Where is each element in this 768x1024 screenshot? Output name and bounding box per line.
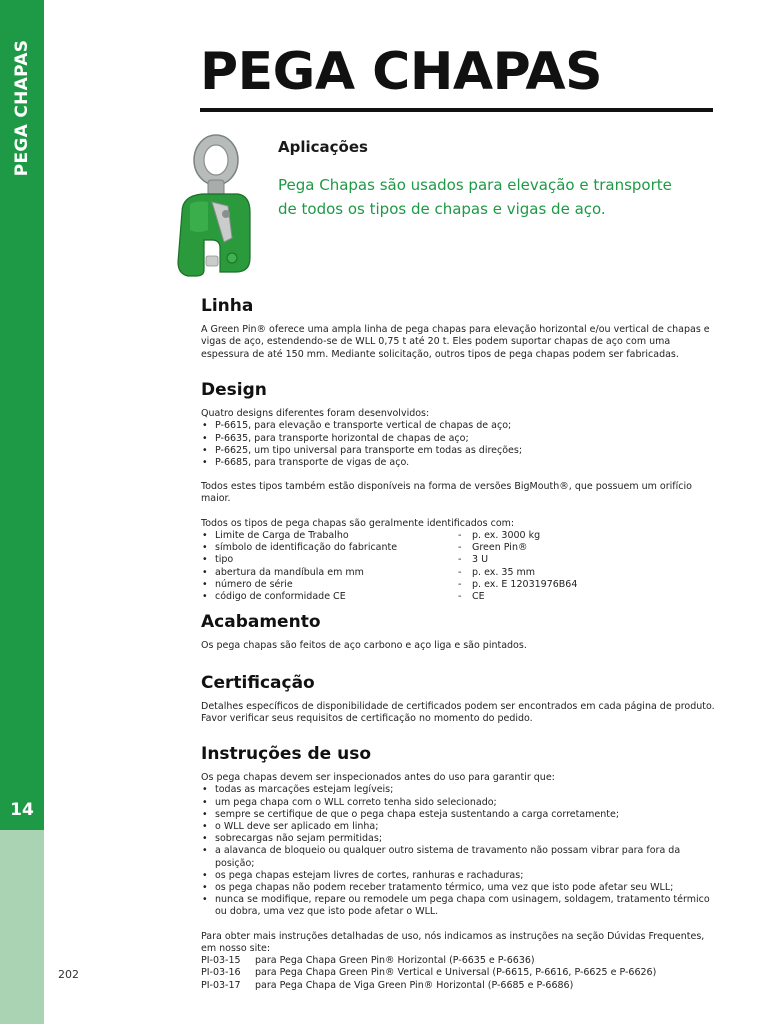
reference-row bbox=[201, 980, 721, 992]
spec-value: p. ex. 35 mm bbox=[472, 566, 536, 578]
spec-item: • número de série - p. ex. E 12031976B64 bbox=[201, 579, 721, 591]
spec-list bbox=[201, 530, 721, 603]
sidebar-lower-band bbox=[0, 830, 44, 1024]
spec-label: símbolo de identificação do fabricante bbox=[215, 542, 398, 554]
linha-section bbox=[201, 296, 721, 361]
instrucoes-heading: Instruções de uso bbox=[201, 744, 371, 764]
page-number: 202 bbox=[58, 968, 79, 981]
spec-label: Limite de Carga de Trabalho bbox=[215, 530, 349, 541]
acabamento-text: Os pega chapas são feitos de aço carbono e aço liga e são pintados. bbox=[201, 640, 527, 651]
sidebar-section-label: PEGA CHAPAS bbox=[12, 39, 32, 177]
design-list bbox=[201, 420, 721, 469]
reference-row bbox=[201, 967, 721, 979]
plate-clamp-image bbox=[168, 130, 264, 280]
more-instructions-line-2: em nosso site: bbox=[201, 942, 271, 954]
list-item: • P-6635, para transporte horizontal de chapas de aço; bbox=[201, 433, 721, 445]
list-item: • sempre se certifique de que o pega chapa esteja sustentando a carga corretamente; bbox=[201, 809, 721, 821]
linha-text: A Green Pin® oferece uma ampla linha de pega chapas para elevação horizontal e/ou vertical de chapas e vigas de aço, estendendo-se de WLL 0,75 t até 20 t. Eles podem suportar chapas de aço com uma espessura de até 150 mm. Mediante solicitação, outros tipos de pega chapas podem ser fabricadas. bbox=[201, 324, 710, 360]
list-item: • P-6625, um tipo universal para transporte em todas as direções; bbox=[201, 445, 721, 457]
spec-value: Green Pin® bbox=[472, 542, 528, 554]
instrucoes-intro: Os pega chapas devem ser inspecionados antes do uso para garantir que: bbox=[201, 772, 555, 783]
spec-value: p. ex. E 12031976B64 bbox=[472, 578, 578, 590]
spec-label: tipo bbox=[215, 554, 234, 566]
reference-code: PI-03-15 bbox=[201, 955, 241, 967]
applications-line-2: de todos os tipos de chapas e vigas de aço. bbox=[278, 200, 606, 218]
list-item: • sobrecargas não sejam permitidas; bbox=[201, 833, 721, 845]
list-item: • P-6615, para elevação e transporte vertical de chapas de aço; bbox=[201, 420, 721, 432]
spec-label: número de série bbox=[215, 578, 293, 590]
list-item: • os pega chapas estejam livres de cortes, ranhuras e rachaduras; bbox=[201, 870, 721, 882]
spec-item: • abertura da mandíbula em mm - p. ex. 35 mm bbox=[201, 567, 721, 579]
page-title: PEGA CHAPAS bbox=[200, 42, 603, 102]
reference-code: PI-03-17 bbox=[201, 979, 241, 991]
applications-text bbox=[278, 173, 718, 221]
spec-item: • tipo - 3 U bbox=[201, 554, 721, 566]
reference-code: PI-03-16 bbox=[201, 967, 241, 979]
reference-text: para Pega Chapa Green Pin® Vertical e Universal (P-6615, P-6616, P-6625 e P-6626) bbox=[255, 967, 657, 979]
certificacao-line-2: Favor verificar seus requisitos de certificação no momento do pedido. bbox=[201, 713, 533, 725]
spec-value: 3 U bbox=[472, 554, 489, 566]
design-intro: Quatro designs diferentes foram desenvolvidos: bbox=[201, 408, 430, 419]
spec-item: • Limite de Carga de Trabalho - p. ex. 3000 kg bbox=[201, 530, 721, 542]
certificacao-line-1: Detalhes específicos de disponibilidade de certificados podem ser encontrados em cada página de produto. bbox=[201, 701, 715, 712]
title-rule bbox=[200, 108, 713, 112]
reference-row bbox=[201, 955, 721, 967]
spec-label: código de conformidade CE bbox=[215, 591, 346, 603]
design-section bbox=[201, 380, 721, 603]
spec-label: abertura da mandíbula em mm bbox=[215, 566, 364, 578]
bigmouth-note: Todos estes tipos também estão disponíveis na forma de versões BigMouth®, que possuem um orifício maior. bbox=[201, 481, 692, 505]
more-instructions-line-1: Para obter mais instruções detalhadas de uso, nós indicamos as instruções na seção Dúvidas Frequentes, bbox=[201, 930, 705, 942]
list-item: • a alavanca de bloqueio ou qualquer outro sistema de travamento não possam vibrar para fora da posição; bbox=[201, 845, 721, 869]
list-item: • nunca se modifique, repare ou remodele um pega chapa com usinagem, soldagem, tratamento térmico ou dobra, uma vez que isto pode afetar o WLL. bbox=[201, 894, 721, 918]
spec-item: • código de conformidade CE - CE bbox=[201, 591, 721, 603]
spec-value: p. ex. 3000 kg bbox=[472, 530, 541, 541]
acabamento-heading: Acabamento bbox=[201, 612, 321, 632]
certificacao-heading: Certificação bbox=[201, 673, 315, 693]
list-item: • o WLL deve ser aplicado em linha; bbox=[201, 821, 721, 833]
certificacao-section bbox=[201, 673, 721, 726]
chapter-number: 14 bbox=[10, 800, 34, 820]
reference-text: para Pega Chapa de Viga Green Pin® Horizontal (P-6685 e P-6686) bbox=[255, 979, 574, 991]
spec-value: CE bbox=[472, 591, 485, 603]
list-item: • os pega chapas não podem receber tratamento térmico, uma vez que isto pode afetar seu WLL; bbox=[201, 882, 721, 894]
reference-text: para Pega Chapa Green Pin® Horizontal (P-6635 e P-6636) bbox=[255, 955, 535, 967]
applications-heading: Aplicações bbox=[278, 138, 368, 156]
applications-line-1: Pega Chapas são usados para elevação e transporte bbox=[278, 176, 672, 194]
acabamento-section bbox=[201, 612, 721, 652]
instrucoes-section bbox=[201, 744, 721, 992]
design-heading: Design bbox=[201, 380, 267, 400]
linha-heading: Linha bbox=[201, 296, 254, 316]
list-item: • um pega chapa com o WLL correto tenha sido selecionado; bbox=[201, 797, 721, 809]
list-item: • todas as marcações estejam legíveis; bbox=[201, 784, 721, 796]
list-item: • P-6685, para transporte de vigas de aço. bbox=[201, 457, 721, 469]
spec-item: • símbolo de identificação do fabricante - Green Pin® bbox=[201, 542, 721, 554]
spec-intro: Todos os tipos de pega chapas são geralmente identificados com: bbox=[201, 517, 515, 529]
instrucoes-list bbox=[201, 784, 721, 918]
